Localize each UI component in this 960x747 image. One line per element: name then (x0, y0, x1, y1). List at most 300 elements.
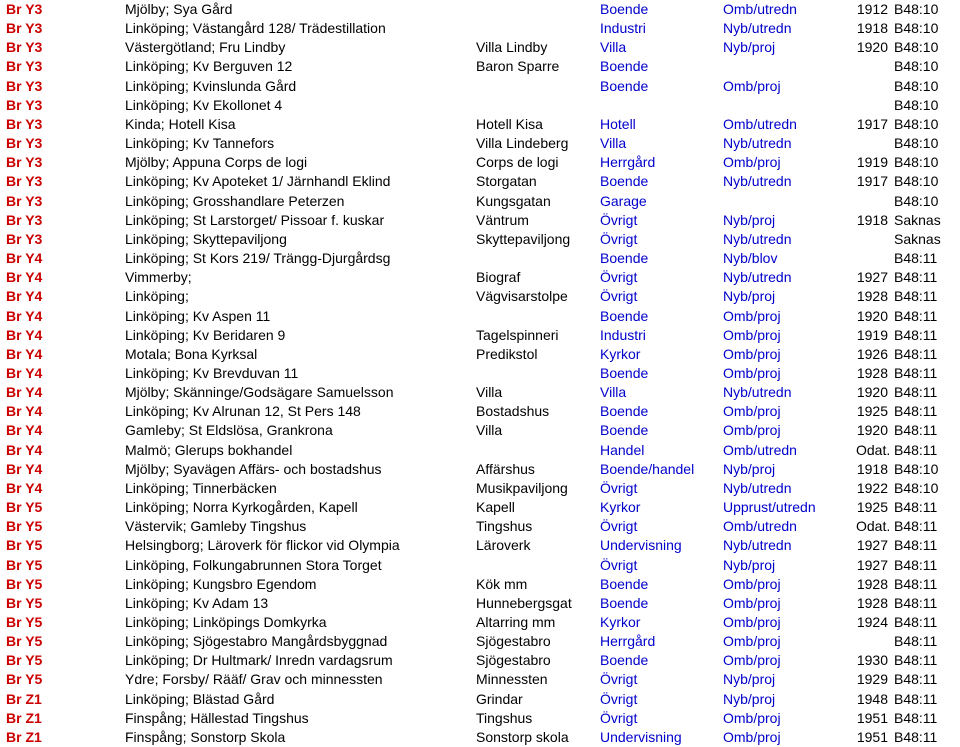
description-cell: Finspång; Hällestad Tingshus (125, 709, 309, 726)
description-cell: Linköping; Blästad Gård (125, 690, 275, 707)
table-row (0, 38, 960, 57)
name-cell: Grindar (476, 690, 523, 707)
description-cell: Mjölby; Sya Gård (125, 1, 233, 17)
table-row (0, 19, 960, 38)
reference-cell: B48:10 (894, 20, 939, 37)
type-cell: Boende (600, 250, 649, 267)
name-cell: Sonstorp skola (476, 728, 569, 745)
reference-cell: B48:11 (894, 326, 938, 343)
status-cell: Nyb/utredn (723, 230, 792, 247)
table-row (0, 441, 960, 460)
description-cell: Linköping; Kv Tannefors (125, 135, 275, 152)
status-cell: Nyb/utredn (723, 173, 792, 190)
reference-cell: B48:11 (894, 364, 938, 381)
year-cell (856, 632, 894, 651)
type-cell: Boende (600, 403, 649, 420)
status-cell: Nyb/utredn (723, 20, 792, 37)
reference-cell: B48:11 (894, 690, 938, 707)
reference-cell: B48:10 (894, 58, 939, 75)
description-cell: Linköping; (125, 288, 189, 305)
year-cell: 1951 (856, 728, 888, 745)
year-cell: 1927 (856, 556, 888, 573)
description-cell: Linköping; Linköpings Domkyrka (125, 614, 327, 630)
code-cell: Br Y4 (6, 307, 43, 324)
type-cell: Övrigt (600, 556, 638, 573)
type-cell: Garage (600, 192, 647, 209)
status-cell: Omb/utredn (723, 518, 797, 535)
type-cell: Boende (600, 1, 649, 17)
description-cell: Mjölby; Skänninge/Godsägare Samuelsson (125, 384, 394, 401)
year-cell (856, 96, 894, 115)
year-cell: 1929 (856, 671, 888, 688)
description-cell: Helsingborg; Läroverk för flickor vid Olympia (125, 537, 400, 554)
type-cell: Kyrkor (600, 614, 641, 630)
table-row (0, 115, 960, 134)
code-cell: Br Y5 (6, 614, 43, 630)
year-cell: 1918 (856, 211, 888, 228)
description-cell: Motala; Bona Kyrksal (125, 345, 258, 362)
year-cell: 1930 (856, 652, 888, 669)
name-cell: Hotell Kisa (476, 115, 543, 132)
status-cell: Omb/proj (723, 422, 781, 439)
status-cell: Omb/proj (723, 614, 781, 630)
description-cell: Gamleby; St Eldslösa, Grankrona (125, 422, 333, 439)
table-row (0, 96, 960, 115)
type-cell: Övrigt (600, 690, 638, 707)
name-cell: Minnessten (476, 671, 548, 688)
name-cell: Tagelspinneri (476, 326, 559, 343)
year-cell (856, 57, 894, 76)
year-cell: 1920 (856, 39, 888, 56)
code-cell: Br Y4 (6, 250, 43, 267)
type-cell: Boende (600, 422, 649, 439)
reference-cell: B48:11 (894, 269, 938, 286)
reference-cell: B48:11 (894, 556, 938, 573)
type-cell: Industri (600, 326, 646, 343)
description-cell: Linköping; Västangård 128/ Trädestillation (125, 20, 386, 37)
status-cell: Nyb/proj (723, 211, 776, 228)
name-cell: Villa Lindby (476, 39, 548, 56)
type-cell: Övrigt (600, 211, 638, 228)
year-cell: 1920 (856, 422, 888, 439)
name-cell: Bostadshus (476, 403, 550, 420)
name-cell (476, 19, 600, 38)
code-cell: Br Y3 (6, 96, 43, 113)
status-cell: Omb/proj (723, 326, 781, 343)
type-cell: Övrigt (600, 230, 638, 247)
description-cell: Linköping; Kv Brevduvan 11 (125, 364, 299, 381)
type-cell: Herrgård (600, 154, 656, 171)
description-cell: Malmö; Glerups bokhandel (125, 441, 293, 458)
code-cell: Br Y3 (6, 58, 43, 75)
reference-cell: B48:10 (894, 479, 939, 496)
description-cell: Linköping; Kv Ekollonet 4 (125, 96, 283, 113)
table-row (0, 402, 960, 421)
status-cell: Omb/proj (723, 403, 781, 420)
year-cell: 1928 (856, 594, 888, 611)
table-row (0, 211, 960, 230)
code-cell: Br Y3 (6, 77, 43, 94)
status-cell: Omb/proj (723, 652, 781, 669)
code-cell: Br Y4 (6, 460, 43, 477)
table-row (0, 77, 960, 96)
name-cell (476, 249, 600, 268)
type-cell: Villa (600, 135, 627, 152)
reference-cell: B48:11 (894, 614, 938, 630)
name-cell (476, 77, 600, 96)
reference-cell: B48:11 (894, 671, 938, 688)
description-cell: Linköping; Kungsbro Egendom (125, 575, 317, 592)
status-cell: Omb/proj (723, 77, 781, 94)
year-cell: 1924 (856, 614, 888, 630)
table-row (0, 364, 960, 383)
type-cell: Boende (600, 652, 649, 669)
table-row (0, 690, 960, 709)
status-cell: Omb/proj (723, 594, 781, 611)
name-cell: Altarring mm (476, 614, 556, 630)
reference-cell: B48:11 (894, 499, 938, 516)
year-cell: 1917 (856, 173, 888, 190)
status-cell: Omb/proj (723, 307, 781, 324)
reference-cell: B48:11 (894, 422, 938, 439)
code-cell: Br Y5 (6, 537, 43, 554)
type-cell: Herrgård (600, 633, 656, 650)
description-cell: Västervik; Gamleby Tingshus (125, 518, 307, 535)
code-cell: Br Y4 (6, 384, 43, 401)
year-cell: 1927 (856, 269, 888, 286)
year-cell: 1925 (856, 499, 888, 516)
code-cell: Br Y3 (6, 20, 43, 37)
name-cell: Vägvisarstolpe (476, 288, 568, 305)
year-cell (856, 249, 894, 268)
status-cell: Nyb/proj (723, 690, 776, 707)
year-cell (856, 134, 894, 153)
name-cell (476, 556, 600, 575)
status-cell: Upprust/utredn (723, 499, 816, 516)
name-cell: Kök mm (476, 575, 528, 592)
table-row (0, 268, 960, 287)
code-cell: Br Y3 (6, 230, 43, 247)
type-cell: Industri (600, 20, 646, 37)
year-cell: 1927 (856, 537, 888, 554)
description-cell: Linköping; Dr Hultmark/ Inredn vardagsrum (125, 652, 393, 669)
reference-cell: B48:10 (894, 192, 939, 209)
reference-cell: Saknas (894, 230, 941, 247)
code-cell: Br Y5 (6, 556, 43, 573)
year-cell: Odat. (856, 518, 891, 535)
year-cell: 1912 (856, 1, 888, 17)
name-cell (476, 0, 600, 19)
code-cell: Br Y3 (6, 192, 43, 209)
table-row (0, 57, 960, 76)
type-cell: Övrigt (600, 269, 638, 286)
name-cell: Hunnebergsgat (476, 594, 572, 611)
code-cell: Br Y4 (6, 288, 43, 305)
description-cell: Linköping; St Kors 219/ Trängg-Djurgårdsg (125, 250, 391, 267)
year-cell: Odat. (856, 441, 891, 458)
code-cell: Br Y4 (6, 269, 43, 286)
name-cell (476, 441, 600, 460)
name-cell: Storgatan (476, 173, 537, 190)
code-cell: Br Y5 (6, 518, 43, 535)
description-cell: Linköping; Tinnerbäcken (125, 479, 277, 496)
name-cell: Läroverk (476, 537, 531, 554)
status-cell: Omb/proj (723, 633, 781, 650)
description-cell: Linköping; Kv Adam 13 (125, 594, 269, 611)
type-cell (600, 96, 723, 115)
description-cell: Linköping; Norra Kyrkogården, Kapell (125, 499, 358, 516)
table-row (0, 728, 960, 747)
code-cell: Br Y4 (6, 441, 43, 458)
table-row (0, 556, 960, 575)
year-cell: 1918 (856, 20, 888, 37)
status-cell: Nyb/utredn (723, 135, 792, 152)
description-cell: Västergötland; Fru Lindby (125, 39, 286, 56)
name-cell: Musikpaviljong (476, 479, 568, 496)
code-cell: Br Y3 (6, 154, 43, 171)
table-row (0, 249, 960, 268)
code-cell: Br Y3 (6, 1, 43, 17)
year-cell: 1951 (856, 709, 888, 726)
type-cell: Boende (600, 364, 649, 381)
year-cell: 1917 (856, 115, 888, 132)
code-cell: Br Y4 (6, 422, 43, 439)
table-row (0, 307, 960, 326)
type-cell: Villa (600, 39, 627, 56)
name-cell: Tingshus (476, 518, 533, 535)
code-cell: Br Y4 (6, 326, 43, 343)
description-cell: Linköping; Sjögestabro Mangårdsbyggnad (125, 633, 388, 650)
name-cell: Villa Lindeberg (476, 135, 569, 152)
status-cell: Omb/proj (723, 575, 781, 592)
name-cell: Kapell (476, 499, 515, 516)
year-cell: 1919 (856, 154, 888, 171)
description-cell: Linköping; Kv Alrunan 12, St Pers 148 (125, 403, 361, 420)
description-cell: Linköping; Kvinslunda Gård (125, 77, 297, 94)
name-cell: Väntrum (476, 211, 529, 228)
type-cell: Övrigt (600, 518, 638, 535)
reference-cell: B48:10 (894, 77, 939, 94)
type-cell: Övrigt (600, 479, 638, 496)
code-cell: Br Y5 (6, 594, 43, 611)
code-cell: Br Y3 (6, 173, 43, 190)
table-row (0, 383, 960, 402)
code-cell: Br Y4 (6, 345, 43, 362)
table-row (0, 498, 960, 517)
description-cell: Linköping; Kv Beridaren 9 (125, 326, 286, 343)
status-cell: Omb/proj (723, 345, 781, 362)
reference-cell: B48:11 (894, 728, 938, 745)
reference-cell: B48:11 (894, 594, 938, 611)
year-cell: 1928 (856, 364, 888, 381)
reference-cell: B48:10 (894, 135, 939, 152)
name-cell: Corps de logi (476, 154, 559, 171)
type-cell: Övrigt (600, 288, 638, 305)
status-cell: Omb/proj (723, 728, 781, 745)
year-cell: 1926 (856, 345, 888, 362)
table-row (0, 421, 960, 440)
table-row (0, 517, 960, 536)
table-row (0, 345, 960, 364)
year-cell (856, 77, 894, 96)
status-cell (723, 192, 856, 211)
table-row (0, 230, 960, 249)
description-cell: Linköping; Kv Aspen 11 (125, 307, 271, 324)
status-cell: Omb/proj (723, 364, 781, 381)
name-cell (476, 307, 600, 326)
name-cell: Villa (476, 422, 503, 439)
status-cell: Omb/proj (723, 709, 781, 726)
status-cell: Nyb/proj (723, 39, 776, 56)
status-cell (723, 57, 856, 76)
code-cell: Br Y5 (6, 633, 43, 650)
table-row (0, 326, 960, 345)
year-cell: 1948 (856, 690, 888, 707)
reference-cell: B48:11 (894, 345, 938, 362)
year-cell: 1928 (856, 575, 888, 592)
status-cell (723, 96, 856, 115)
table-row (0, 134, 960, 153)
table-row (0, 536, 960, 555)
status-cell: Omb/utredn (723, 115, 797, 132)
status-cell: Nyb/blov (723, 250, 778, 267)
description-cell: Linköping; Kv Apoteket 1/ Järnhandl Eklind (125, 173, 391, 190)
code-cell: Br Y4 (6, 403, 43, 420)
type-cell: Handel (600, 441, 645, 458)
year-cell: 1928 (856, 288, 888, 305)
type-cell: Övrigt (600, 671, 638, 688)
code-cell: Br Z1 (6, 709, 42, 726)
description-cell: Linköping; St Larstorget/ Pissoar f. kuskar (125, 211, 385, 228)
table-row (0, 153, 960, 172)
reference-cell: B48:11 (894, 384, 938, 401)
code-cell: Br Y5 (6, 671, 43, 688)
table-row (0, 613, 960, 632)
reference-cell: B48:10 (894, 115, 939, 132)
reference-cell: B48:11 (894, 250, 938, 267)
description-cell: Linköping; Skyttepaviljong (125, 230, 287, 247)
reference-cell: B48:10 (894, 1, 939, 17)
type-cell: Övrigt (600, 709, 638, 726)
code-cell: Br Y3 (6, 135, 43, 152)
name-cell: Skyttepaviljong (476, 230, 571, 247)
name-cell: Biograf (476, 269, 521, 286)
code-cell: Br Y5 (6, 652, 43, 669)
table-row (0, 479, 960, 498)
table-row (0, 192, 960, 211)
reference-cell: B48:10 (894, 460, 939, 477)
name-cell: Villa (476, 384, 503, 401)
table-row (0, 670, 960, 689)
table-row (0, 172, 960, 191)
type-cell: Undervisning (600, 728, 682, 745)
code-cell: Br Y4 (6, 364, 43, 381)
type-cell: Boende (600, 58, 649, 75)
status-cell: Nyb/proj (723, 288, 776, 305)
description-cell: Linköping; Grosshandlare Peterzen (125, 192, 345, 209)
description-cell: Kinda; Hotell Kisa (125, 115, 236, 132)
description-cell: Vimmerby; (125, 269, 192, 286)
type-cell: Boende (600, 77, 649, 94)
code-cell: Br Y3 (6, 115, 43, 132)
status-cell: Nyb/utredn (723, 384, 792, 401)
type-cell: Boende (600, 594, 649, 611)
name-cell (476, 96, 600, 115)
type-cell: Kyrkor (600, 345, 641, 362)
reference-cell: B48:11 (894, 441, 938, 458)
status-cell: Nyb/proj (723, 460, 776, 477)
name-cell: Predikstol (476, 345, 538, 362)
code-cell: Br Z1 (6, 728, 42, 745)
description-cell: Finspång; Sonstorp Skola (125, 728, 286, 745)
description-cell: Linköping, Folkungabrunnen Stora Torget (125, 556, 382, 573)
status-cell: Nyb/utredn (723, 537, 792, 554)
name-cell (476, 364, 600, 383)
reference-cell: B48:11 (894, 307, 938, 324)
type-cell: Hotell (600, 115, 636, 132)
reference-cell: B48:11 (894, 518, 938, 535)
status-cell: Nyb/utredn (723, 479, 792, 496)
name-cell: Kungsgatan (476, 192, 551, 209)
type-cell: Boende (600, 307, 649, 324)
code-cell: Br Y3 (6, 39, 43, 56)
reference-cell: B48:10 (894, 154, 939, 171)
status-cell: Omb/utredn (723, 1, 797, 17)
code-cell: Br Y3 (6, 211, 43, 228)
reference-cell: B48:11 (894, 575, 938, 592)
year-cell: 1918 (856, 460, 888, 477)
name-cell: Tingshus (476, 709, 533, 726)
reference-cell: B48:11 (894, 709, 938, 726)
table-row (0, 651, 960, 670)
name-cell: Baron Sparre (476, 58, 560, 75)
year-cell: 1920 (856, 384, 888, 401)
type-cell: Boende (600, 575, 649, 592)
reference-cell: B48:11 (894, 288, 938, 305)
table-row (0, 460, 960, 479)
table-row (0, 632, 960, 651)
reference-cell: B48:10 (894, 39, 939, 56)
status-cell: Omb/utredn (723, 441, 797, 458)
name-cell: Sjögestabro (476, 633, 551, 650)
name-cell: Affärshus (476, 460, 535, 477)
reference-cell: B48:10 (894, 173, 939, 190)
table-row (0, 287, 960, 306)
reference-cell: B48:11 (894, 633, 938, 650)
description-cell: Ydre; Forsby/ Rääf/ Grav och minnessten (125, 671, 383, 688)
reference-cell: B48:11 (894, 652, 938, 669)
name-cell: Sjögestabro (476, 652, 551, 669)
year-cell: 1920 (856, 307, 888, 324)
type-cell: Villa (600, 384, 627, 401)
year-cell: 1919 (856, 326, 888, 343)
status-cell: Nyb/proj (723, 671, 776, 688)
status-cell: Nyb/utredn (723, 269, 792, 286)
reference-cell: B48:11 (894, 403, 938, 420)
description-cell: Mjölby; Appuna Corps de logi (125, 154, 308, 171)
type-cell: Boende/handel (600, 460, 695, 477)
table-row (0, 0, 960, 19)
status-cell: Nyb/proj (723, 556, 776, 573)
reference-cell: B48:11 (894, 537, 938, 554)
code-cell: Br Z1 (6, 690, 42, 707)
type-cell: Boende (600, 173, 649, 190)
reference-cell: B48:10 (894, 96, 939, 113)
code-cell: Br Y4 (6, 479, 43, 496)
table-row (0, 575, 960, 594)
reference-cell: Saknas (894, 211, 941, 228)
year-cell (856, 192, 894, 211)
